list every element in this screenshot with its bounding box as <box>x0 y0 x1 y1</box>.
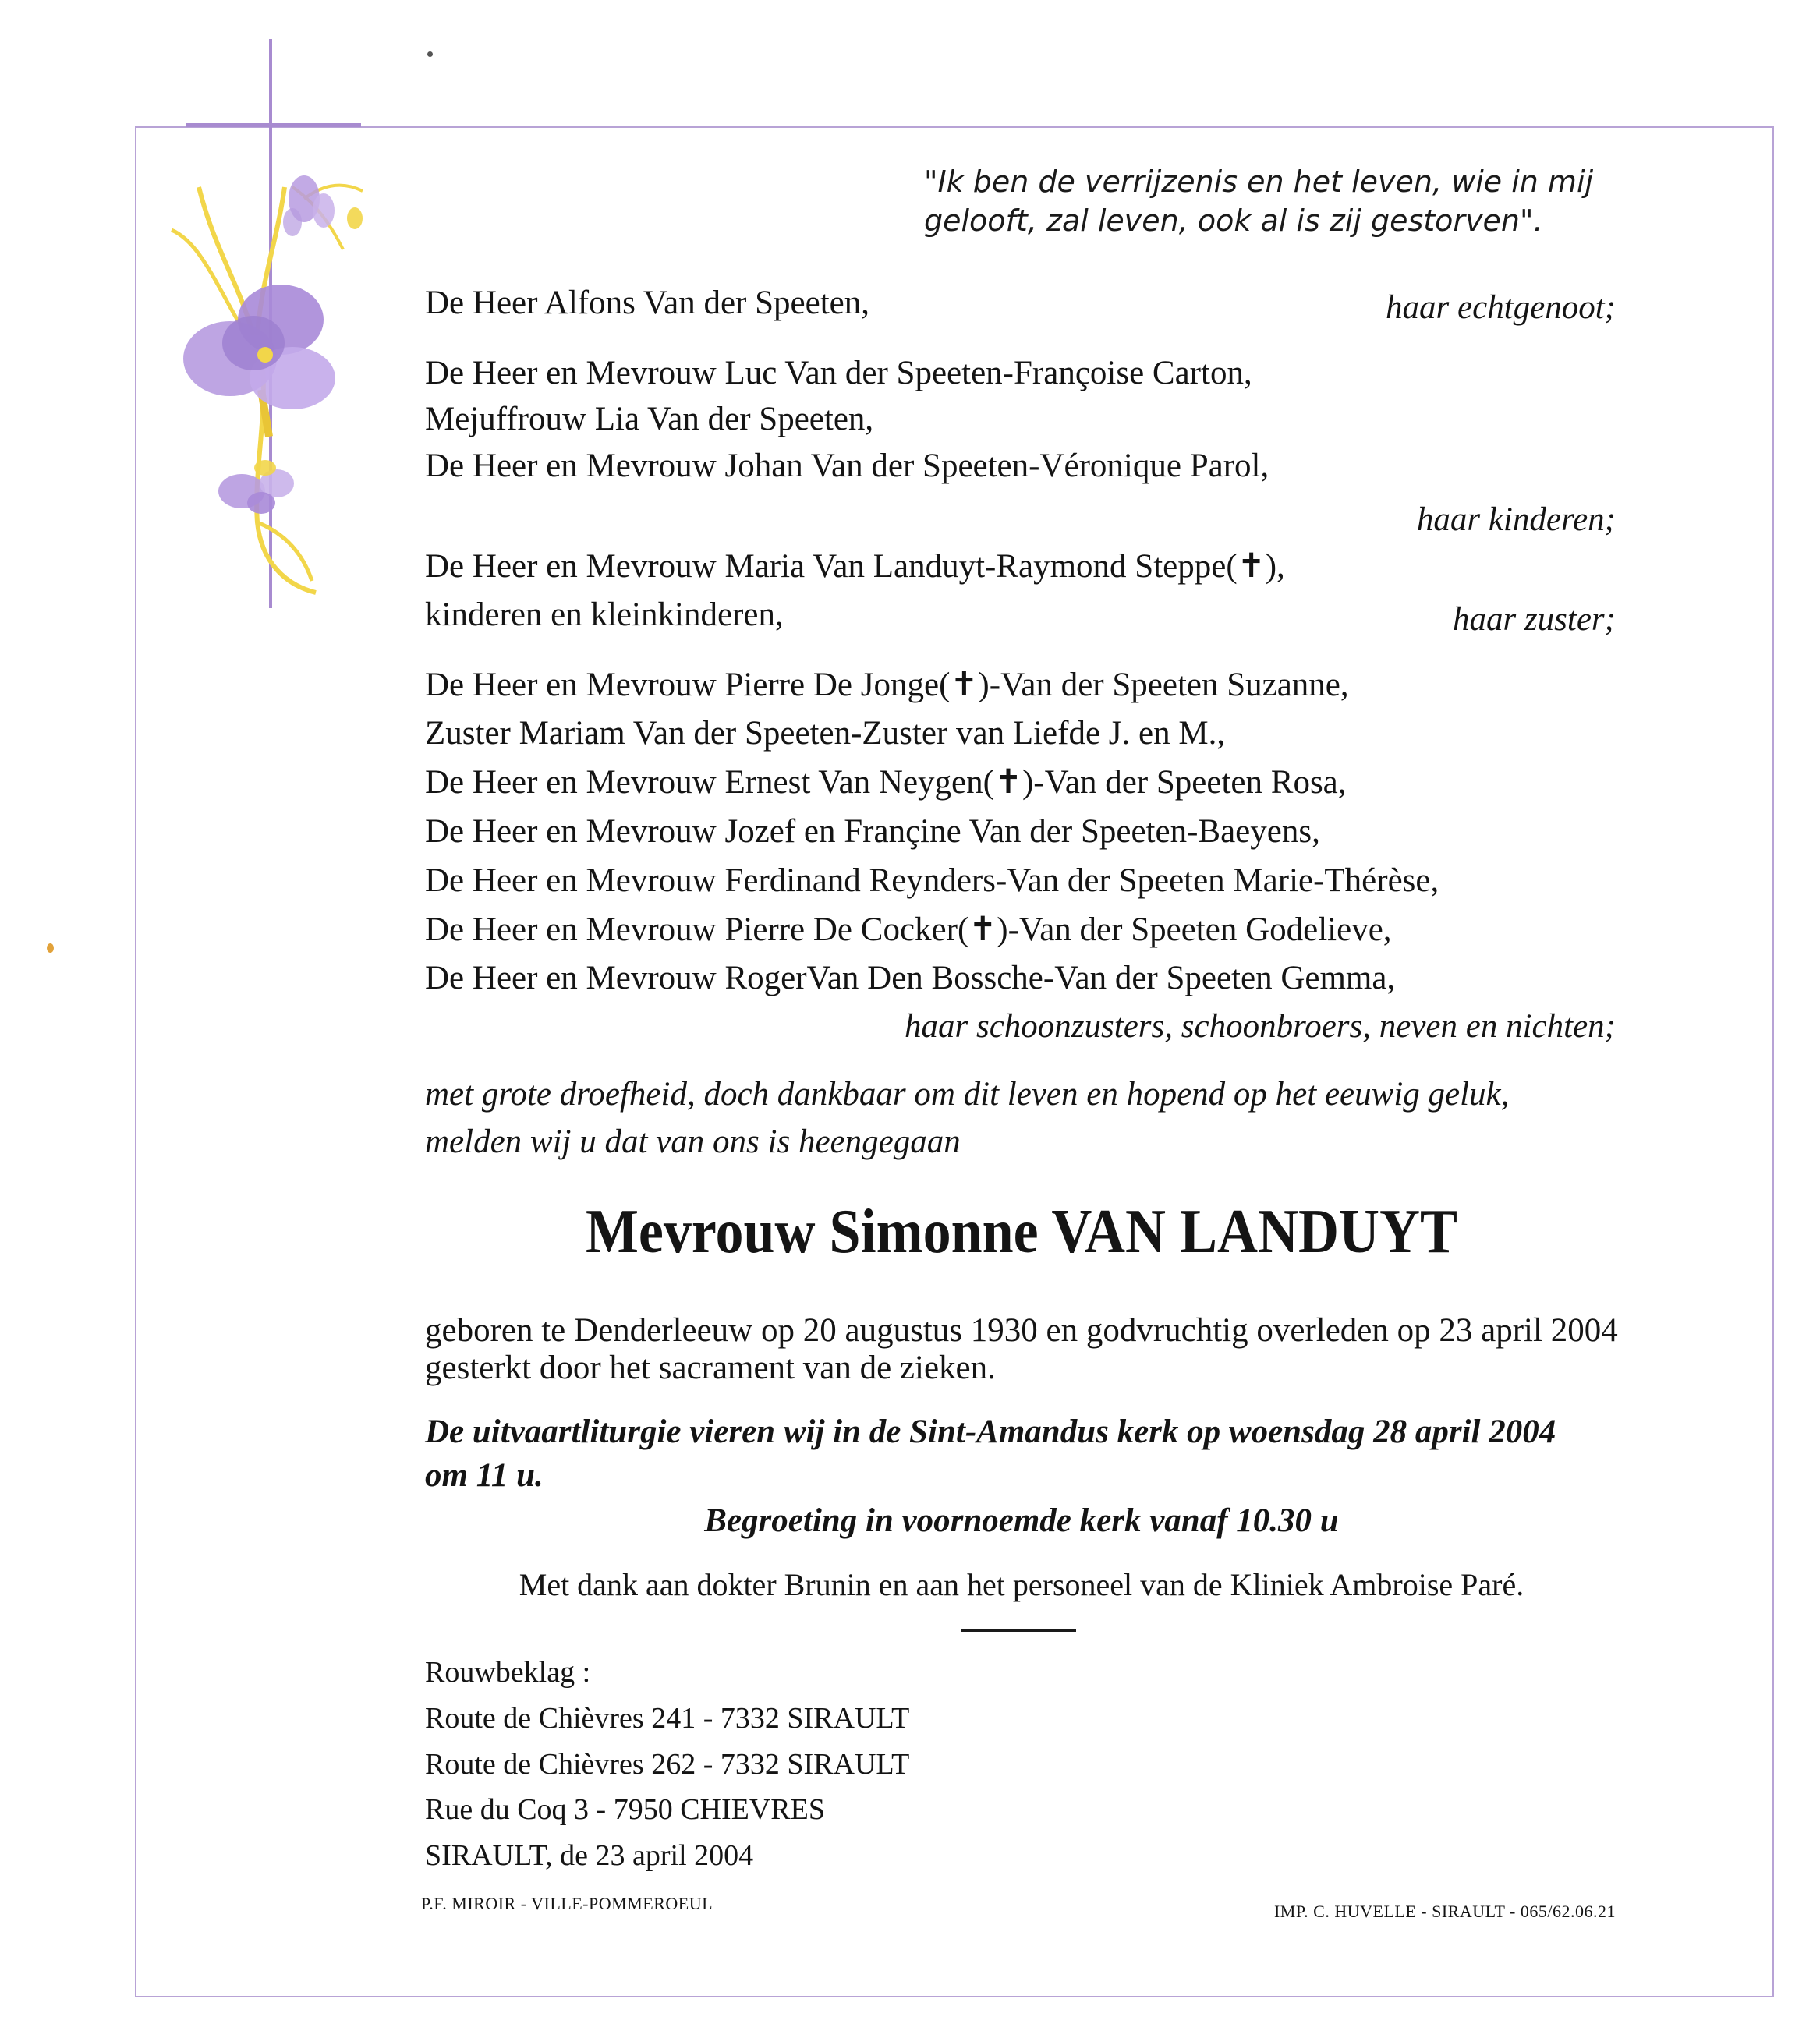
in-law-line: De Heer en Mevrouw Pierre De Cocker(✝)-Van der Speeten Godelieve, <box>425 911 1392 948</box>
husband-line: De Heer Alfons Van der Speeten, <box>425 285 869 321</box>
quote-line: "Ik ben de verrijzenis en het leven, wie in mij <box>924 165 1594 199</box>
child-line: De Heer en Mevrouw Johan Van der Speeten-Véronique Parol, <box>425 448 1269 484</box>
bible-quote <box>924 162 1704 240</box>
husband-relation: haar echtgenoot; <box>1386 289 1616 326</box>
funeral-line: De uitvaartliturgie vieren wij in de Sint-Amandus kerk op woensdag 28 april 2004 <box>425 1414 1556 1450</box>
address-line: Rue du Coq 3 - 7950 CHIEVRES <box>425 1793 825 1826</box>
place-date: SIRAULT, de 23 april 2004 <box>425 1839 754 1872</box>
sister-line: kinderen en kleinkinderen, <box>425 596 784 633</box>
in-law-line: De Heer en Mevrouw Ernest Van Neygen(✝)-Van der Speeten Rosa, <box>425 764 1347 801</box>
address-line: Route de Chièvres 241 - 7332 SIRAULT <box>425 1702 910 1735</box>
address-line: Route de Chièvres 262 - 7332 SIRAULT <box>425 1748 910 1781</box>
speck <box>47 943 54 953</box>
in-law-line: De Heer en Mevrouw Pierre De Jonge(✝)-Van der Speeten Suzanne, <box>425 667 1349 703</box>
printer: IMP. C. HUVELLE - SIRAULT - 065/62.06.21 <box>1273 1902 1616 1921</box>
in-laws-relation: haar schoonzusters, schoonbroers, neven en nichten; <box>904 1008 1616 1045</box>
child-line: De Heer en Mevrouw Luc Van der Speeten-Françoise Carton, <box>425 355 1252 391</box>
in-law-line: Zuster Mariam Van der Speeten-Zuster van Liefde J. en M., <box>425 715 1226 752</box>
in-law-line: De Heer en Mevrouw Jozef en Françine Van der Speeten-Baeyens, <box>425 813 1320 850</box>
freesia-flower-icon <box>168 156 409 608</box>
birth-death-line: geboren te Denderleeuw op 20 augustus 1930 en godvruchtig overleden op 23 april 2004 <box>425 1312 1618 1349</box>
deceased-name: Mevrouw Simonne VAN LANDUYT <box>585 1198 1458 1266</box>
announcement-line: melden wij u dat van ons is heengegaan <box>425 1123 961 1160</box>
cross-icon-bar <box>186 123 361 127</box>
quote-line: gelooft, zal leven, ook al is zij gestorven". <box>924 203 1543 238</box>
funeral-home: P.F. MIROIR - VILLE-POMMEROEUL <box>421 1894 713 1913</box>
funeral-line: om 11 u. <box>425 1457 544 1494</box>
in-law-line: De Heer en Mevrouw Ferdinand Reynders-Van der Speeten Marie-Thérèse, <box>425 862 1439 899</box>
divider <box>961 1629 1076 1632</box>
children-relation: haar kinderen; <box>1416 501 1616 538</box>
in-law-line: De Heer en Mevrouw RogerVan Den Bossche-Van der Speeten Gemma, <box>425 960 1396 996</box>
birth-death-line: gesterkt door het sacrament van de zieken. <box>425 1350 996 1386</box>
sister-relation: haar zuster; <box>1452 601 1616 638</box>
greeting-line: Begroeting in voornoemde kerk vanaf 10.30 u <box>704 1502 1339 1539</box>
speck <box>427 51 433 57</box>
thanks-line: Met dank aan dokter Brunin en aan het personeel van de Kliniek Ambroise Paré. <box>519 1567 1524 1602</box>
sister-line: De Heer en Mevrouw Maria Van Landuyt-Raymond Steppe(✝), <box>425 548 1285 585</box>
announcement-line: met grote droefheid, doch dankbaar om dit leven en hopend op het eeuwig geluk, <box>425 1076 1510 1113</box>
condolence-label: Rouwbeklag : <box>425 1656 591 1689</box>
child-line: Mejuffrouw Lia Van der Speeten, <box>425 401 874 437</box>
